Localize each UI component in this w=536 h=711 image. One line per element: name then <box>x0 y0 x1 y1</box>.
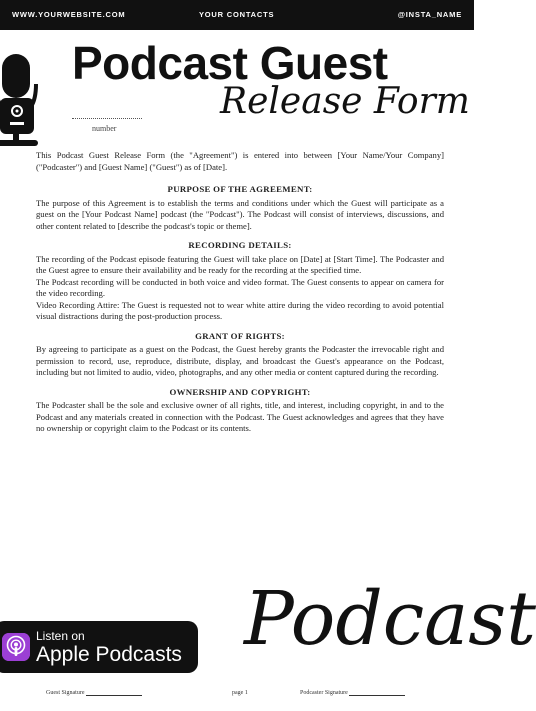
instagram-handle: @INSTA_NAME <box>397 10 462 19</box>
contacts-text: YOUR CONTACTS <box>199 10 275 19</box>
podcast-script-word: Podcast <box>244 576 536 662</box>
guest-signature-line <box>86 695 142 696</box>
section-heading: RECORDING DETAILS: <box>188 240 292 250</box>
section-purpose <box>36 184 444 232</box>
microphone-icon <box>0 54 44 150</box>
section-paragraph: By agreeing to participate as a guest on the Podcast, the Guest hereby grants the Podcaster the irrevocable right and permission to record, use, reproduce, distribute, display, and broadcast the Guest's appearance on the Podcast, including but not limited to audio, video, photographs, and any other media or content captured during the recording. <box>36 344 444 377</box>
podcaster-signature-label: Podcaster Signature <box>300 690 348 696</box>
section-ownership <box>36 387 444 435</box>
guest-signature <box>46 690 142 696</box>
section-heading: PURPOSE OF THE AGREEMENT: <box>167 184 313 194</box>
page-number: page 1 <box>232 690 248 696</box>
apple-podcasts-icon <box>2 633 30 661</box>
listen-on-text: Listen on <box>36 629 85 643</box>
section-paragraph: Video Recording Attire: The Guest is requested not to wear white attire during the video recording to avoid potential visual distractions during the post-production process. <box>36 299 444 321</box>
top-contact-bar <box>0 0 474 30</box>
website-text: WWW.YOURWEBSITE.COM <box>12 10 126 19</box>
podcaster-signature <box>300 690 405 696</box>
podcaster-signature-line <box>349 695 405 696</box>
guest-signature-label: Guest Signature <box>46 690 85 696</box>
section-paragraph: The Podcast recording will be conducted in both voice and video format. The Guest consents to appear on camera for the video recording. <box>36 276 444 298</box>
section-paragraph: The recording of the Podcast episode featuring the Guest will take place on [Date] at [Start Time]. The Podcaster and the Guest agree to ensure their availability and be ready for the recording at the specified time. <box>36 253 444 275</box>
intro-paragraph: This Podcast Guest Release Form (the "Agreement") is entered into between [Your Name/Your Company] ("Podcaster") and [Guest Name] ("Guest") as of [Date]. <box>36 150 444 172</box>
section-paragraph: The purpose of this Agreement is to establish the terms and conditions under which the Guest will participate as a guest on the [Your Podcast Name] podcast (the "Podcast"). The Podcast will consist of interviews, discussions, and other content related to [describe the podcast's topic or theme]. <box>36 197 444 231</box>
section-paragraph: The Podcaster shall be the sole and exclusive owner of all rights, title, and interest, including copyright, in and to the Podcast and any materials created in connection with the Podcast. The Guest acknowledges and agrees that they have no ownership or copyright claim to the Podcast or its contents. <box>36 400 444 433</box>
number-line <box>72 118 142 119</box>
agreement-body <box>36 150 444 435</box>
number-label: number <box>92 124 117 133</box>
section-grant <box>36 331 444 379</box>
section-heading: OWNERSHIP AND COPYRIGHT: <box>169 386 311 397</box>
page-title: Podcast Guest <box>72 37 388 89</box>
section-heading: GRANT OF RIGHTS: <box>195 330 285 341</box>
section-recording <box>36 240 444 323</box>
apple-podcasts-text: Apple Podcasts <box>36 643 182 666</box>
page-subtitle: Release Form <box>220 81 470 122</box>
apple-podcasts-badge[interactable] <box>0 621 198 673</box>
